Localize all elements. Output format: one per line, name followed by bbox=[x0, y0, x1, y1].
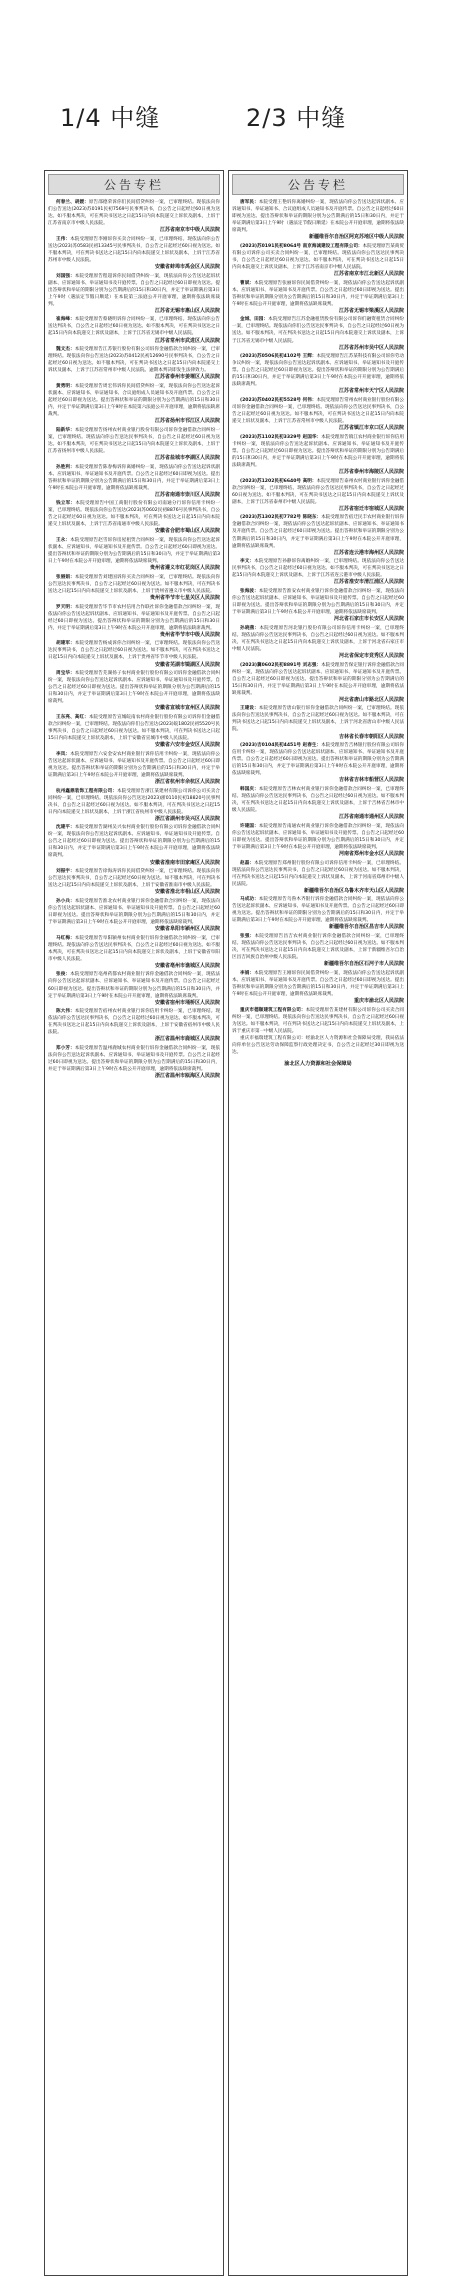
court-name: 安徽省阜阳市颍州区人民法院 bbox=[154, 926, 220, 933]
court-name: 新疆维吾尔自治区阿克苏地区中级人民法院 bbox=[308, 234, 404, 241]
notice-text bbox=[48, 824, 220, 859]
left-notice-column bbox=[44, 170, 224, 2276]
notice-body: 本院受理原告程超诉你民间借贷纠纷一案，现依法向你公告送达起诉状副本、应诉通知书、举证通知书及开庭传票。自公告之日起经过60日即视为送达。提出答辩状和举证的期限分别为公告期满后的15日和30日内，并定于举证期满后第3日上午9时（遇法定节假日顺延）在本院第三法庭公开开庭审理，逾期将依法缺席裁判。 bbox=[48, 273, 220, 307]
notice-text bbox=[48, 788, 220, 816]
notice-addressee: 张海波： bbox=[240, 588, 259, 594]
notice-addressee: (2023)苏0506民初4102号 王辉： bbox=[240, 354, 317, 360]
notice-addressee: 沈建平： bbox=[56, 825, 75, 831]
notice-addressee: 李娟： bbox=[240, 970, 255, 976]
court-name: 浙江省温州市鹿城区人民法院 bbox=[154, 1036, 220, 1043]
notice-addressee: 陆新华： bbox=[56, 427, 75, 433]
notice-body: 本院受理原告徐海涛诉你民间借贷纠纷一案，已审理终结。现依法向你公告送达民事判决书，自公告之日起经过60日视为送达。如不服本判决，可在判决书送达之日起15日内向本院递交上诉状及副本，上诉于安徽省淮南市中级人民法院。 bbox=[48, 869, 220, 889]
notice-addressee: (2023)苏0191民初8064号 南京海诚建设工程有限公司： bbox=[240, 243, 363, 249]
notice-body: 本院受理原告江苏银行股份有限公司诉你金融借款合同纠纷一案，已审理终结。现依法向你公告送达(2023)苏0412民初12690号民事判决书，自公告之日起经过60日视为送达。如不服本判决，可在判决书送达之日起15日内向本院递交上诉状及副本，上诉于江苏省常州市中级人民法院。逾期本判决即发生法律效力。 bbox=[48, 347, 220, 374]
notice-text bbox=[48, 346, 220, 374]
notice-addressee: 何春兰、胡媛： bbox=[56, 200, 89, 205]
notice-addressee: 马成功： bbox=[240, 897, 259, 903]
notice-body: 本院受理原告唐山银行诉你金融借款合同纠纷一案，已审理终结。现依法向你公告送达民事判决书，自公告之日起经过60日视为送达。如不服本判决，可在判决书送达之日起15日内向本院递交上诉状及副本，上诉于河北省唐山市中级人民法院。 bbox=[232, 706, 404, 733]
notice-text bbox=[48, 574, 220, 595]
court-name: 江苏省盐城市亭湖区人民法院 bbox=[154, 454, 220, 461]
notice-body: 本院受理原告周宏伟诉你民间借贷纠纷一案，现依法向你公告送达起诉状副本、应诉通知书、举证通知书、合议庭组成人员通知书及开庭传票。自公告之日起经过60日即视为送达。提出答辩状和举证的期限分别为公告期满后的15日和30日内，并定于举证期满后第3日上午9时在本院第六法庭公开开庭审理，逾期将依法缺席裁判。 bbox=[48, 383, 220, 418]
court-name: 安徽省芜湖市镜湖区人民法院 bbox=[154, 661, 220, 668]
court-name: 河北省保定市竞秀区人民法院 bbox=[338, 652, 404, 659]
right-notice-list bbox=[229, 199, 407, 1068]
court-name: 贵州省毕节市中级人民法院 bbox=[159, 631, 220, 638]
court-name: 安徽省宿州市埇桥区人民法院 bbox=[154, 999, 220, 1006]
court-name: 安徽省蚌埠市禹会区人民法院 bbox=[154, 263, 220, 270]
court-name: 江苏省连云港市海州区人民法院 bbox=[333, 549, 404, 556]
court-name: 江苏省镇江市京口区人民法院 bbox=[338, 425, 404, 432]
court-name: 江苏省无锡市梁溪区人民法院 bbox=[338, 307, 404, 314]
notice-addressee: 罗天明： bbox=[56, 604, 75, 610]
left-column-title: 1/4 中缝 bbox=[60, 104, 161, 132]
right-column-title: 2/3 中缝 bbox=[246, 104, 347, 132]
notice-body: 本院受理原告毕节市农村信用合作联社诉你金融借款合同纠纷一案，现依法向你公告送达起诉状副本、应诉通知书、举证通知书及开庭传票。自公告之日起经过60日即视为送达。提出答辩状和举证的期限分别为公告期满后的15日和30日内，并定于举证期满后第3日上午9时在本院公开开庭审理，逾期将依法缺席裁判。 bbox=[48, 604, 220, 631]
notice-addressee: 崔海峰： bbox=[56, 317, 75, 323]
notice-text bbox=[48, 464, 220, 492]
notice-text bbox=[48, 500, 220, 528]
notice-text bbox=[232, 434, 404, 469]
notice-text bbox=[48, 537, 220, 565]
notice-body: 本院受理原告赵雪诉你房屋租赁合同纠纷一案，现依法向你公告送达起诉状副本、应诉通知书、举证通知书及开庭传票。自公告之日起经过60日即视为送达。提出答辩状和举证的期限分别为公告期满后的15日和30日内，并定于举证期满后第3日上午9时在本院公开开庭审理，逾期将依法缺席裁判。 bbox=[48, 538, 220, 565]
notice-text bbox=[232, 478, 404, 506]
notice-body: 本院受理原告六安金安农村商业银行诉你信用卡纠纷一案，现依法向你公告送达起诉状副本、应诉通知书、举证通知书及开庭传票。自公告之日起经过60日即视为送达。提出答辩状和举证的期限分别为公告期满后的15日和30日内，并定于举证期满后第3日上午9时在本院公开开庭审理，逾期将依法缺席裁判。 bbox=[48, 751, 220, 778]
notice-text bbox=[232, 933, 404, 961]
court-name: 河北省石家庄市长安区人民法院 bbox=[333, 616, 404, 623]
notice-body: 本院受理原告浙江某建材有限公司诉你公司买卖合同纠纷一案，已审理终结。现依法向你公告送达(2023)浙0110民初18820号民事判决书，自公告之日起经过60日视为送达。如不服本判决，可在判决书送达之日起15日内向本院递交上诉状及副本，上诉于浙江省杭州市中级人民法院。 bbox=[48, 788, 220, 815]
notice-text bbox=[48, 236, 220, 264]
notice-addressee: 周宝华： bbox=[56, 671, 75, 677]
notice-addressee: 唐军民： bbox=[240, 200, 259, 205]
notice-addressee: 王建设： bbox=[240, 706, 259, 712]
notice-body: 本院受理原告镇江农村商业银行诉你信用卡纠纷一案，现依法向你公告送达起诉状副本、应诉通知书、举证通知书及开庭传票。自公告之日起经过60日即视为送达。提出答辩状和举证的期限分别为公告期满后的15日和30日内，并定于举证期满后第3日上午9时在本院公开开庭审理，逾期将依法缺席裁判。 bbox=[232, 434, 404, 468]
notice-body: 本院受理原告保定银行诉你金融借款合同纠纷一案，现依法向你公告送达起诉状副本、应诉通知书、举证通知书及开庭传票。自公告之日起经过60日即视为送达。提出答辩状和举证的期限分别为公告期满后的15日和30日内，并定于举证期满后第3日上午9时在本院公开开庭审理，逾期将依法缺席裁判。 bbox=[232, 662, 404, 696]
closing-signature: 渝北区人力资源和社会保障局 bbox=[284, 1060, 352, 1067]
notice-addressee: 李文： bbox=[240, 559, 255, 565]
notice-body: 本院受理原告李刚诉你买卖合同纠纷一案，已审理终结。现依法向你公告送达(2023)苏0583民初13345号民事判决书，自公告之日起经过60日视为送达。如不服本判决，可在判决书送达之日起15日内向本院递交上诉状及副本，上诉于江苏省苏州市中级人民法院。 bbox=[48, 236, 220, 263]
notice-text bbox=[48, 1045, 220, 1073]
court-name: 贵州省遵义市红花岗区人民法院 bbox=[149, 565, 220, 572]
notice-text bbox=[48, 971, 220, 999]
notice-body: 本院受理原告宿迁民丰农村商业银行诉你金融借款合同纠纷一案，现依法向你公告送达起诉状副本、应诉通知书、举证通知书及开庭传票。自公告之日起经过60日即视为送达。提出答辩状和举证的期限分别为公告期满后的15日和30日内，并定于举证期满后第3日上午9时在本院公开开庭审理，逾期将依法缺席裁判。 bbox=[232, 515, 404, 549]
notice-text bbox=[48, 604, 220, 632]
court-name: 江苏省常州市天宁区人民法院 bbox=[338, 388, 404, 395]
notice-body: 本院受理原告王刚诉你民间借贷纠纷一案，现依法向你公告送达起诉状副本、应诉通知书、举证通知书及开庭传票。自公告之日起经过60日即视为送达。提出答辩状和举证的期限分别为公告期满后的15日和30日内，并定于举证期满后第3日上午9时在本院公开开庭审理，逾期将依法缺席裁判。 bbox=[232, 970, 404, 997]
notice-text bbox=[232, 705, 404, 733]
notice-addressee: 刘振宇： bbox=[56, 869, 75, 875]
notice-body: 本院受理原告张丽诉你民间借贷纠纷一案，现依法向你公告送达起诉状副本、应诉通知书、举证通知书及开庭传票。自公告之日起经过60日即视为送达。提出答辩状和举证的期限分别为公告期满后的15日和30日内，并定于举证期满后第3日上午9时在本院公开开庭审理，逾期将依法缺席裁判。 bbox=[232, 280, 404, 307]
notice-text bbox=[232, 662, 404, 697]
court-name: 江苏省泰州市姜堰区人民法院 bbox=[154, 374, 220, 381]
notice-body: 本院受理原告宣城皖南农村商业银行股份有限公司诉你们金融借款合同纠纷一案，已审理终结。现依法向你们公告送达(2023)皖1802民初5520号民事判决书，自公告之日起经过60日视为送达。如不服本判决，可在判决书送达之日起15日内向本院递交上诉状及副本，上诉于安徽省宣城市中级人民法院。 bbox=[48, 714, 220, 742]
notice-text bbox=[232, 558, 404, 579]
notice-addressee: 郑小芳： bbox=[56, 1045, 75, 1051]
notice-body: 本院受理原告郑州银行股份有限公司诉你信用卡纠纷一案，已审理终结。现依法向你公告送达民事判决书，自公告之日起经过60日视为送达。如不服本判决，可在判决书送达之日起15日内向本院递交上诉状及副本，上诉于河南省郑州市中级人民法院。 bbox=[232, 860, 404, 887]
notice-addressee: 王伟： bbox=[56, 236, 71, 242]
court-name: 安徽省淮南市田家庵区人民法院 bbox=[149, 859, 220, 866]
notice-body: 本院受理原告刘建国诉你买卖合同纠纷一案，已审理终结。现依法向你公告送达民事判决书，自公告之日起经过60日视为送达。如不服本判决，可在判决书送达之日起15日内向本院递交上诉状及副本，上诉于贵州省遵义市中级人民法院。 bbox=[48, 574, 220, 594]
right-column-caption: 公告专栏 bbox=[232, 174, 404, 195]
notice-addressee: 韩国庆： bbox=[240, 786, 259, 792]
notice-addressee: 赵磊： bbox=[240, 860, 255, 866]
court-name: 江苏省泰州市海陵区人民法院 bbox=[338, 469, 404, 476]
notice-addressee: 魏文杰： bbox=[56, 347, 75, 353]
notice-body: 本院受理原告昌吉农村商业银行诉你金融借款合同纠纷一案，已审理终结。现依法向你公告送达民事判决书，自公告之日起经过60日视为送达。如不服本判决，可在判决书送达之日起15日内向本院递交上诉状及副本，上诉于新疆维吾尔自治区昌吉回族自治州中级人民法院。 bbox=[232, 934, 404, 961]
notice-body: 本院受理原告吉林银行股份有限公司诉你信用卡纠纷一案，现依法向你公告送达起诉状副本、应诉通知书、举证通知书及开庭传票。自公告之日起经过60日即视为送达。提出答辩状和举证的期限分别为公告期满后的15日和30日内，并定于举证期满后第3日上午9时在本院公开开庭审理，逾期将依法缺席裁判。 bbox=[232, 743, 404, 777]
notice-text bbox=[48, 1008, 220, 1036]
notice-body: 本院受理原告江苏某科技有限公司诉你劳动争议纠纷一案，现依法向你公告送达起诉状副本、应诉通知书、举证通知书及开庭传票。自公告之日起经过60日即视为送达。提出答辩状和举证的期限分别为公告期满后的15日和30日内，并定于举证期满后第3日上午9时在本院公开开庭审理，逾期将依法缺席裁判。 bbox=[232, 354, 404, 388]
notice-body: 本院受理原告杨成诉你合同纠纷一案，已审理终结。现依法向你公告送达民事判决书，自公告之日起经过60日视为送达。如不服本判决，可在判决书送达之日起15日内向本院递交上诉状及副本，上诉于贵州省毕节市中级人民法院。 bbox=[48, 641, 220, 661]
notice-body: 本院受理原告阜阳颍州农村商业银行诉你金融借款合同纠纷一案，已审理终结。现依法向你公告送达民事判决书，自公告之日起经过60日视为送达。如不服本判决，可在判决书送达之日起15日内向本院递交上诉状及副本，上诉于安徽省阜阳市中级人民法院。 bbox=[48, 935, 220, 962]
court-name: 安徽省亳州市谯城区人民法院 bbox=[154, 962, 220, 969]
court-name: 浙江省湖州市吴兴区人民法院 bbox=[154, 815, 220, 822]
notice-body: 本院受理原告常州农村商业银行股份有限公司诉你金融借款合同纠纷一案，已审理终结。现依法向你公告送达民事判决书，自公告之日起经过60日视为送达。如不服本判决，可在判决书送达之日起15日内向本院递交上诉状及副本，上诉于江苏省常州市中级人民法院。 bbox=[232, 398, 404, 425]
notice-text bbox=[232, 316, 404, 344]
notice-addressee: 曹斌： bbox=[240, 280, 255, 286]
court-name: 重庆市渝北区人民法院 bbox=[353, 998, 404, 1005]
notice-body: 本院受理原告温州鹿城农村商业银行诉你金融借款合同纠纷一案，现依法向你公告送达起诉状副本、应诉通知书、举证通知书及开庭传票。自公告之日起经过60日即视为送达。提出答辩状和举证的期限分别为公告期满后的15日和30日内，并定于举证期满后第3日上午9时在本院公开开庭审理，逾期将依法缺席裁判。 bbox=[48, 1045, 220, 1073]
notice-body: 本院受理原告南通农村商业银行诉你金融借款合同纠纷一案，现依法向你公告送达起诉状副本、应诉通知书、举证通知书及开庭传票。自公告之日起经过60日即视为送达。提出答辩状和举证的期限分别为公告期满后的15日和30日内，并定于举证期满后第3日上午9时在本院公开开庭审理，逾期将依法缺席裁判。 bbox=[232, 823, 404, 850]
court-name: 浙江省杭州市余杭区人民法院 bbox=[154, 778, 220, 785]
notice-text bbox=[232, 280, 404, 308]
notice-text bbox=[48, 898, 220, 926]
notice-addressee: 张俊： bbox=[56, 972, 71, 978]
notice-body: 本院受理原告宿州农村商业银行诉你信用卡纠纷一案，已审理终结。现依法向你公告送达民事判决书，自公告之日起经过60日视为送达。如不服本判决，可在判决书送达之日起15日内向本院递交上诉状及副本，上诉于安徽省宿州市中级人民法院。 bbox=[48, 1009, 220, 1036]
notice-addressee: (2023)苏1202民初6640号 高明： bbox=[240, 478, 317, 484]
notice-text bbox=[48, 427, 220, 455]
notice-addressee: (2023)苏1302民初7782号 陈晓东： bbox=[240, 515, 322, 521]
notice-addressee: 孙晓燕： bbox=[240, 625, 260, 631]
notice-text bbox=[232, 823, 404, 851]
court-name: 新疆维吾尔自治区乌鲁木齐市天山区人民法院 bbox=[303, 887, 404, 894]
notice-text bbox=[48, 640, 220, 661]
notice-body: 本院受理原告亳州药都农村商业银行诉你金融借款合同纠纷一案，现依法向你公告送达起诉状副本、应诉通知书、举证通知书及开庭传票。自公告之日起经过60日即视为送达。提出答辩状和举证的期限分别为公告期满后的15日和30日内，并定于举证期满后第3日上午9时在本院公开开庭审理，逾期将依法缺席裁判。 bbox=[48, 972, 220, 999]
notice-body: 原告邵德荣诉你们民间借贷纠纷一案，已审理终结。现依法向你们公告送达(2023)苏0191民初7569号民事判决书，自公告之日起经过60日视为送达。如不服本判决，可在判决书送达之日起15日内向本院递交上诉状及副本，上诉于江苏省南京市中级人民法院。 bbox=[48, 200, 220, 227]
court-name: 贵州省毕节市七星关区人民法院 bbox=[149, 595, 220, 601]
notice-text bbox=[48, 868, 220, 889]
notice-body: 本院受理原告淮安农村商业银行诉你金融借款合同纠纷一案，现依法向你公告送达起诉状副本、应诉通知书、举证通知书及开庭传票。自公告之日起经过60日即视为送达。提出答辩状和举证的期限分别为公告期满后的15日和30日内，并定于举证期满后第3日上午9时在本院公开开庭审理，逾期将依法缺席裁判。 bbox=[232, 588, 404, 616]
notice-addressee: (2023)苏0402民初5528号 何伟： bbox=[240, 398, 317, 403]
notice-text bbox=[48, 383, 220, 418]
court-name: 江苏省常州市武进区人民法院 bbox=[154, 337, 220, 344]
court-name: 浙江省温州市瓯海区人民法院 bbox=[154, 1073, 220, 1080]
notice-text bbox=[48, 751, 220, 779]
notice-addressee: 马红梅： bbox=[56, 935, 75, 941]
notice-body: 本院受理原告泰州农村商业银行诉你金融借款合同纠纷一案，已审理终结。现依法向你公告送达民事判决书，自公告之日起经过60日视为送达。如不服本判决，可在判决书送达之日起15日内向本院递交上诉状及副本，上诉于江苏省泰州市中级人民法院。 bbox=[232, 478, 404, 505]
notice-text bbox=[232, 896, 404, 924]
notice-addressee: 王东亮、高红： bbox=[56, 714, 89, 720]
court-name: 安徽省淮北市相山区人民法院 bbox=[154, 889, 220, 896]
notice-text bbox=[232, 353, 404, 388]
notice-body: 本院受理原告江苏金融租赁股份有限公司诉你们融资租赁合同纠纷一案，已审理终结。现依法向你们公告送达民事判决书，自公告之日起经过60日视为送达。如不服本判决，可在判决书送达之日起15日内向本院递交上诉状及副本，上诉于江苏省无锡市中级人民法院。 bbox=[232, 317, 404, 344]
notice-body: 本院受理王艳诉你离婚纠纷一案，现依法向你公告送达起诉状副本、应诉通知书、举证通知书、合议庭组成人员通知书及开庭传票。自公告之日起经过60日即视为送达。提出答辩状和举证的期限分别为公告期满后的15日和30日内，并定于举证期满后第3日上午9时（遇法定节假日顺延）在本院公开开庭审理，逾期将依法缺席裁判。 bbox=[232, 200, 404, 234]
notice-addressee: 陈大伟： bbox=[56, 1009, 75, 1015]
court-name: 江苏省南通市通州区人民法院 bbox=[338, 814, 404, 821]
notice-text bbox=[232, 786, 404, 814]
notice-addressee: 张丽娟： bbox=[56, 574, 75, 580]
right-notice-column bbox=[228, 170, 408, 2276]
notice-addressee: 张强： bbox=[240, 934, 255, 940]
court-name: 新疆维吾尔自治区石河子市人民法院 bbox=[323, 961, 404, 968]
court-name: 江苏省淮安市清江浦区人民法院 bbox=[333, 579, 404, 586]
notice-body: 本院受理原告淮北农村商业银行诉你金融借款合同纠纷一案，现依法向你公告送达起诉状副本、应诉通知书、举证通知书及开庭传票。自公告之日起经过60日即视为送达。提出答辩状和举证的期限分别为公告期满后的15日和30日内，并定于举证期满后第3日上午9时在本院公开开庭审理，逾期将依法缺席裁判。 bbox=[48, 898, 220, 925]
notice-text bbox=[48, 714, 220, 742]
notice-text bbox=[48, 670, 220, 705]
notice-text bbox=[48, 273, 220, 308]
court-name: 吉林省长春市朝阳区人民法院 bbox=[338, 733, 404, 740]
notice-text bbox=[232, 397, 404, 425]
notice-text bbox=[232, 1007, 404, 1035]
notice-addressee: (2023)吉0104民初4451号 赵春生： bbox=[240, 743, 322, 749]
notice-body: 本院受理原告陈春梅诉你离婚纠纷一案，现依法向你公告送达起诉状副本、应诉通知书、举证通知书及开庭传票。自公告之日起经过60日即视为送达。提出答辩状和举证的期限分别为公告期满后的15日和30日内，并定于举证期满后第3日上午9时在本院公开开庭审理，逾期将依法缺席裁判。 bbox=[48, 464, 220, 491]
left-notice-list bbox=[45, 199, 223, 1081]
notice-addressee: 重庆市德顺建筑工程有限公司： bbox=[240, 1007, 306, 1013]
court-name: 河南省郑州市金水区人民法院 bbox=[338, 850, 404, 857]
notice-text bbox=[48, 935, 220, 963]
court-name: 江苏省南通市崇川区人民法院 bbox=[154, 491, 220, 498]
notice-text bbox=[232, 514, 404, 549]
left-column-caption: 公告专栏 bbox=[48, 174, 220, 195]
notice-body: 本院受理原告蔡晓明诉你合同纠纷一案，已审理终结。现依法向你公告送达判决书，自公告之日起经过60日视为送达。如不服本判决，可在判决书送达之日起15日内向本院递交上诉状及副本，上诉于江苏省无锡市中级人民法院。 bbox=[48, 317, 220, 337]
notice-addressee: (2023)冀0602民初8891号 刘志强： bbox=[240, 662, 322, 668]
notice-text bbox=[232, 742, 404, 777]
court-name: 河北省唐山市路北区人民法院 bbox=[338, 696, 404, 703]
court-name: 吉林省吉林市船营区人民法院 bbox=[338, 777, 404, 784]
court-name: 江苏省苏州市吴中区人民法院 bbox=[338, 344, 404, 351]
notice-body: 本院受理原告芜湖扬子农村商业银行股份有限公司诉你金融借款合同纠纷一案，现依法向你公告送达起诉状副本、应诉通知书、举证通知书及开庭传票。自公告之日起经过60日即视为送达。提出答辩状和举证的期限分别为公告期满后的15日和30日内，并定于举证期满后第3日上午9时在本院公开开庭审理，逾期将依法缺席裁判。 bbox=[48, 671, 220, 705]
notice-body: 本院受理原告河北银行股份有限公司诉你信用卡纠纷一案，已审理终结。现依法向你公告送达民事判决书，自公告之日起经过60日视为送达。如不服本判决，可在判决书送达之日起15日内向本院递交上诉状及副本，上诉于河北省石家庄市中级人民法院。 bbox=[232, 625, 404, 652]
notice-body: 本院受理原告某商贸有限公司诉你公司买卖合同纠纷一案，已审理终结。现依法向你公告送达民事判决书，自公告之日起经过60日视为送达。如不服本判决，可在判决书送达之日起15日内向本院递交上诉状及副本，上诉于江苏省南京市中级人民法院。 bbox=[232, 243, 404, 270]
notice-text bbox=[48, 316, 220, 337]
notice-addressee: 钱立军： bbox=[56, 501, 76, 507]
notice-body: 本院受理原告湖州吴兴农村商业银行股份有限公司诉你金融借款合同纠纷一案，现依法向你公告送达起诉状副本、应诉通知书、举证通知书及开庭传票。自公告之日起经过60日即视为送达。提出答辩状和举证的期限分别为公告期满后的15日和30日内，并定于举证期满后第3日上午9时在本院公开开庭审理，逾期将依法缺席裁判。 bbox=[48, 825, 220, 859]
notice-body: 本院受理原告扬州农村商业银行股份有限公司诉你金融借款合同纠纷一案，已审理终结。现依法向你公告送达民事判决书，自公告之日起经过60日视为送达。如不服本判决，可在判决书送达之日起15日内向本院递交上诉状及副本，上诉于江苏省扬州市中级人民法院。 bbox=[48, 427, 220, 454]
notice-addressee: 金城、田园： bbox=[240, 317, 269, 323]
court-name: 安徽省合肥市蜀山区人民法院 bbox=[154, 528, 220, 535]
notice-body: 本院受理原告乌鲁木齐银行诉你金融借款合同纠纷一案，现依法向你公告送达起诉状副本、应诉通知书、举证通知书及开庭传票。自公告之日起经过60日即视为送达。提出答辩状和举证的期限分别为公告期满后的15日和30日内，并定于举证期满后第3日上午9时在本院公开开庭审理，逾期将依法缺席裁判。 bbox=[232, 897, 404, 924]
notice-text bbox=[232, 860, 404, 888]
notice-addressee: 孙胜利： bbox=[56, 464, 75, 470]
court-name: 安徽省六安市金安区人民法院 bbox=[154, 742, 220, 749]
court-name: 江苏省扬州市邗江区人民法院 bbox=[154, 418, 220, 425]
notice-text bbox=[232, 199, 404, 234]
court-name: 新疆维吾尔自治区昌吉市人民法院 bbox=[328, 924, 404, 931]
notice-text bbox=[232, 625, 404, 653]
notice-body: 本院受理原告中国工商银行股份有限公司南通分行诉你信用卡纠纷一案，已审理终结。现依法向你公告送达(2023)苏0602民初8876号民事判决书，自公告之日起经过60日视为送达。如不服本判决，可在判决书送达之日起15日内向本院递交上诉状及副本，上诉于江苏省南通市中级人民法院。 bbox=[48, 501, 220, 528]
court-name: 江苏省无锡市惠山区人民法院 bbox=[154, 307, 220, 314]
court-name: 江苏省宿迁市宿城区人民法院 bbox=[338, 505, 404, 512]
court-name: 江苏省南京市中级人民法院 bbox=[159, 227, 220, 234]
notice-addressee: 许建国： bbox=[240, 823, 259, 829]
notice-addressee: 孙小兵： bbox=[56, 898, 75, 904]
notice-text bbox=[232, 243, 404, 271]
notice-text bbox=[232, 588, 404, 616]
notice-addressee: 刘国强： bbox=[56, 273, 75, 279]
court-name: 安徽省宣城市宣州区人民法院 bbox=[154, 705, 220, 712]
notice-body: 本院受理原告吉林农村商业银行诉你金融借款合同纠纷一案，已审理终结。现依法向你公告送达民事判决书，自公告之日起经过60日视为送达。如不服本判决，可在判决书送达之日起15日内向本院递交上诉状及副本，上诉于吉林省吉林市中级人民法院。 bbox=[232, 786, 404, 814]
notice-addressee: 杭州鑫鼎装饰工程有限公司： bbox=[56, 788, 117, 794]
notice-addressee: 王永： bbox=[56, 538, 71, 544]
notice-body: 本院受理原告孙静诉你离婚纠纷一案，已审理终结。现依法向你公告送达民事判决书，自公告之日起经过60日视为送达。如不服本判决，可在判决书送达之日起15日内向本院递交上诉状及副本，上诉于江苏省连云港市中级人民法院。 bbox=[232, 559, 404, 579]
notice-addressee: 黄勇明： bbox=[56, 383, 75, 389]
notice-addressee: (2023)苏1102民初3329号 赵国华： bbox=[240, 434, 322, 440]
notice-addressee: 胡建军： bbox=[56, 641, 75, 647]
closing-notice-text: 重庆市福瑞建筑工程有限公司：经渝北区人力资源和社会保障局受理，我局依法向你单位公告送达劳动保障监察行政处理决定书，自公告之日起经过30日即视为送达。 bbox=[232, 1035, 404, 1055]
notice-body: 本院受理原告某建材有限公司诉你公司买卖合同纠纷一案，已审理终结。现依法向你公告送达民事判决书，自公告之日起经过60日视为送达。如不服本判决，可在判决书送达之日起15日内向本院递交上诉状及副本，上诉于重庆市第一中级人民法院。 bbox=[232, 1007, 404, 1034]
notice-text bbox=[48, 199, 220, 227]
notice-addressee: 李凤： bbox=[56, 751, 71, 757]
notice-text bbox=[232, 970, 404, 998]
court-name: 江苏省南京市江北新区人民法院 bbox=[333, 271, 404, 278]
